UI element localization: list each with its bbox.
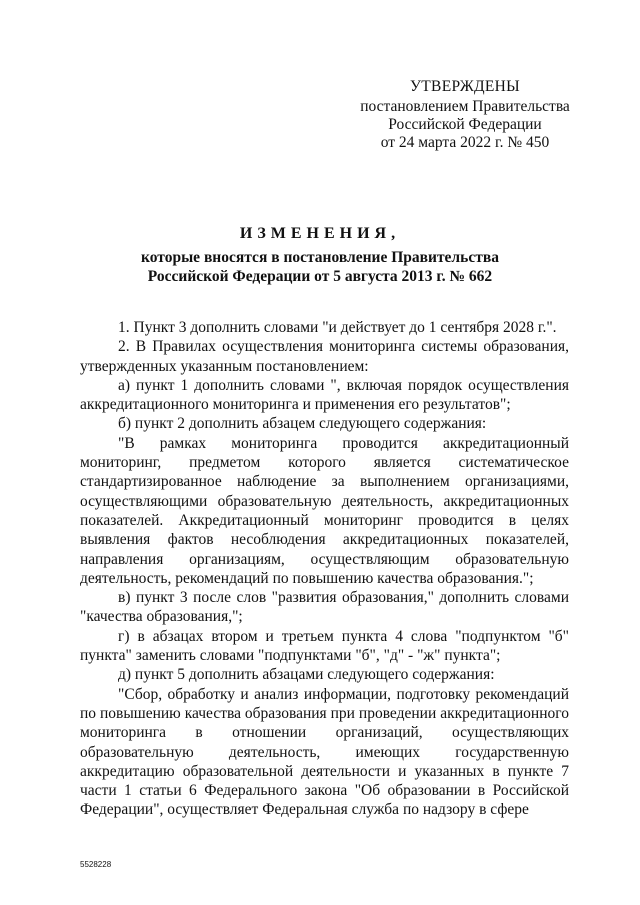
approval-heading: УТВЕРЖДЕНЫ xyxy=(410,78,520,95)
subtitle-line-2: Российской Федерации от 5 августа 2013 г. № 662 xyxy=(147,268,493,285)
subtitle-line-1: которые вносятся в постановление Правительства xyxy=(141,249,499,266)
footer-code: 5528228 xyxy=(80,860,112,869)
document-body xyxy=(80,318,569,820)
approval-line-3: от 24 марта 2022 г. № 450 xyxy=(380,134,550,151)
paragraph-9: "Сбор, обработку и анализ информации, подготовку рекомендаций по повышению качества образования при проведении аккредитационного мониторинга в отношении организаций, осуществляющих образовательную деятельность, имеющих государственную аккредитацию образовательной деятельности и указанных в пункте 7 части 1 статьи 6 Федерального закона "Об образовании в Российской Федерации", осуществляет Федеральная служба по надзору в сфере xyxy=(80,685,569,819)
approval-line-1: постановлением Правительства xyxy=(360,98,570,115)
paragraph-5: "В рамках мониторинга проводится аккредитационный мониторинг, предметом которого является систематическое стандартизированное наблюдение за выполнением организациями, осуществляющими образовательную деятельность, аккредитационных показателей. Аккредитационный мониторинг проводится в целях выявления фактов несоблюдения аккредитационных показателей, направления организациям, осуществляющим образовательную деятельность, рекомендаций по повышению качества образования."; xyxy=(80,434,569,587)
document-title: ИЗМЕНЕНИЯ, xyxy=(239,225,401,242)
paragraph-3: а) пункт 1 дополнить словами ", включая порядок осуществления аккредитационного мониторинга и применения его результатов"; xyxy=(80,376,569,414)
paragraph-8: д) пункт 5 дополнить абзацами следующего содержания: xyxy=(118,666,495,684)
approval-line-2: Российской Федерации xyxy=(388,116,542,133)
approval-block xyxy=(360,78,570,152)
paragraph-2: 2. В Правилах осуществления мониторинга системы образования, утвержденных указанным постановлением: xyxy=(80,338,569,375)
paragraph-6: в) пункт 3 после слов "развития образования," дополнить словами "качества образования,"; xyxy=(80,589,569,626)
paragraph-1: 1. Пункт 3 дополнить словами "и действует до 1 сентября 2028 г.". xyxy=(118,319,557,336)
paragraph-7: г) в абзацах втором и третьем пункта 4 слова "подпунктом "б" пункта" заменить словами "подпунктами "б", "д" - "ж" пункта"; xyxy=(80,627,569,665)
document-subtitle xyxy=(0,248,640,286)
paragraph-4: б) пункт 2 дополнить абзацем следующего содержания: xyxy=(118,415,487,433)
